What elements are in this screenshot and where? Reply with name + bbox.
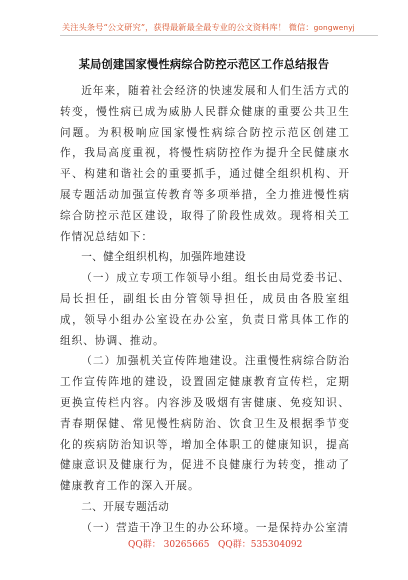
- header-wechat-id: gongwenyj: [313, 23, 355, 32]
- document-body: [60, 81, 350, 539]
- body-paragraph-1-2: （二）加强机关宣传阵地建设。注重慢性病综合防治工作宣传阵地的建设，设置固定健康教育宣传栏，定期更换宣传栏内容。内容涉及吸烟有害健康、免疫知识、青春期保健、常见慢性病防治、饮食卫生及根据季节变化的疾病防治知识等，增加全体职工的健康知识，提高健康意识及健康行为，促进不良健康行为转变，推动了健康教育工作的深入开展。: [60, 355, 350, 493]
- footer-qq-group-1: QQ群： 30265665: [128, 540, 210, 550]
- document-title: 某局创建国家慢性病综合防控示范区工作总结报告: [78, 57, 330, 71]
- footer-qq-group-2: QQ群：535304092: [218, 540, 303, 550]
- body-paragraph-2-1: （一）营造干净卫生的办公环境。一是保持办公室清: [81, 521, 349, 534]
- section-heading-2: 二、开展专题活动: [81, 500, 170, 513]
- body-paragraph-1-1: （一）成立专项工作领导小组。组长由局党委书记、局长担任，副组长由分管领导担任，成员由各股室组成，领导小组办公室设在办公室，负责日常具体工作的组织、协调、推动。: [60, 272, 350, 347]
- page-header-notice: [62, 22, 378, 33]
- section-heading-1: 一、健全组织机构，加强阵地建设: [81, 251, 247, 264]
- header-divider: [60, 35, 378, 36]
- header-notice-text: 关注头条号“公文研究”，获得最新最全最专业的公文资料库！ 微信：: [62, 22, 314, 32]
- body-paragraph-intro: 近年来，随着社会经济的快速发展和人们生活方式的转变，慢性病已成为威胁人民群众健康的重要公共卫生问题。为积极响应国家慢性病综合防控示范区创建工作，我局高度重视，将慢性病防控作为提升全民健康水平、构建和谐社会的重要抓手，通过健全组织机构、开展专题活动加强宣传教育等多项举措，全力推进慢性病综合防控示范区建设，取得了阶段性成效。现将相关工作情况总结如下：: [60, 85, 350, 243]
